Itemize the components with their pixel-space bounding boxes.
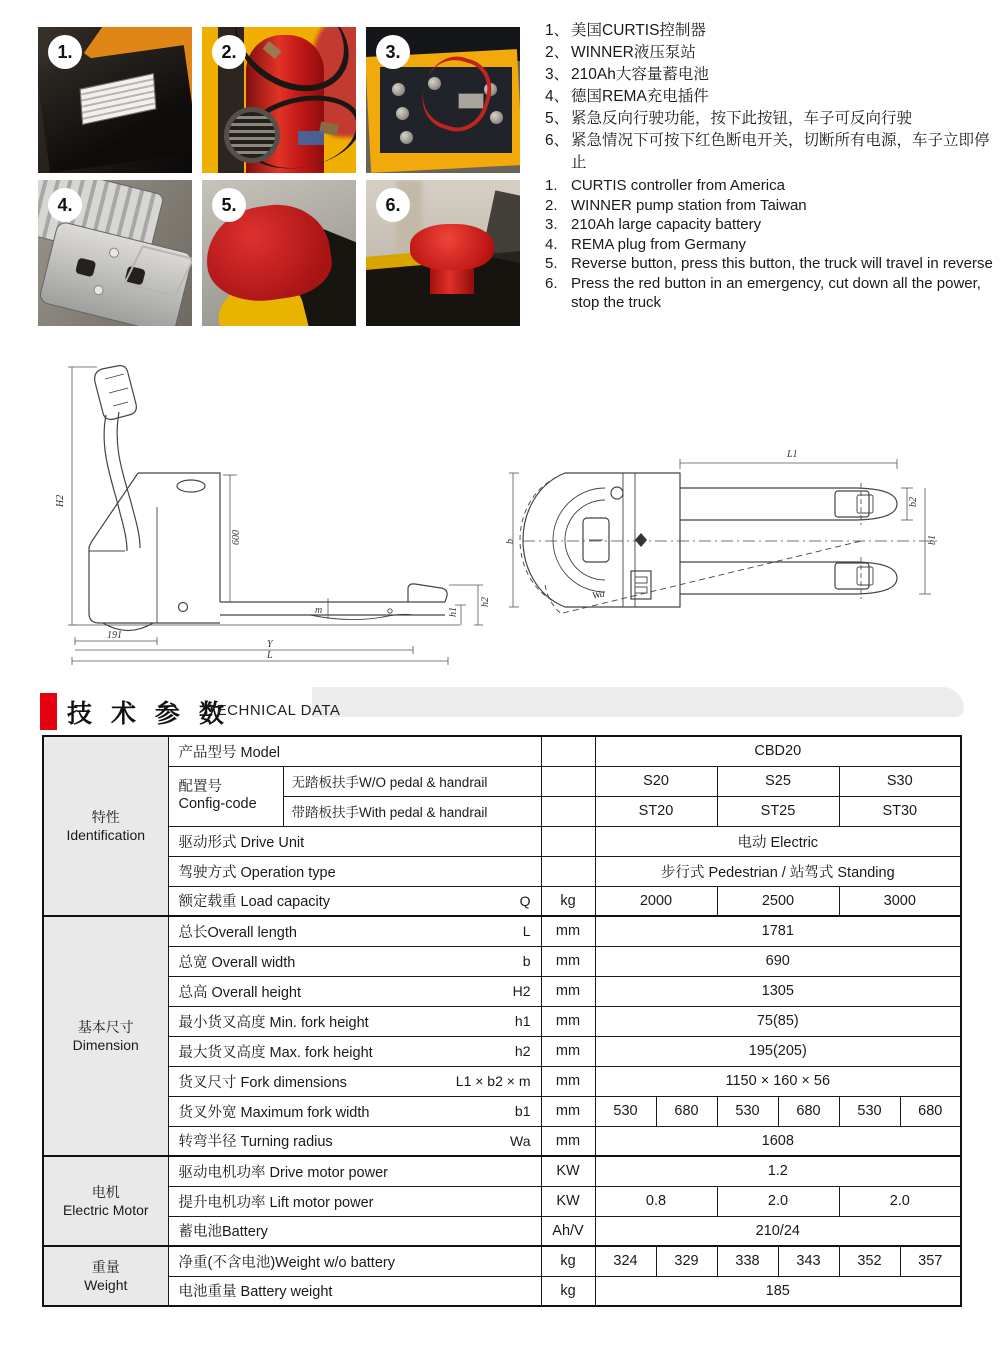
- item-number: 1、: [545, 22, 570, 39]
- horn-grille-shape: [224, 107, 280, 163]
- item-number: 6.: [545, 274, 558, 292]
- row-label-min-fork-height: 最小货叉高度 Min. fork height h1: [168, 1006, 541, 1036]
- top-view-drawing: [505, 415, 980, 670]
- value-fork-dimensions: 1150 × 160 × 56: [595, 1066, 961, 1096]
- row-label-fork-dimensions: 货叉尺寸 Fork dimensions L1 × b2 × m: [168, 1066, 541, 1096]
- plug-contact-hole: [75, 257, 96, 277]
- unit-cell: kg: [541, 1276, 595, 1306]
- photo-number-badge: 3.: [376, 35, 410, 69]
- value-fork-width-2: 680: [656, 1096, 717, 1126]
- dim-label: b1: [927, 535, 938, 545]
- value-overall-width: 690: [595, 946, 961, 976]
- photo-number-badge: 4.: [48, 188, 82, 222]
- row-label-drive-unit: 驱动形式 Drive Unit: [168, 826, 541, 856]
- value-config-with-1: ST20: [595, 796, 717, 826]
- value-config-wo-2: S25: [717, 766, 839, 796]
- unit-cell: [541, 766, 595, 796]
- item-number: 4、: [545, 88, 570, 105]
- group-label-en: Electric Motor: [62, 1202, 149, 1218]
- item-text: 210Ah大容量蓄电池: [571, 66, 709, 83]
- item-text: Press the red button in an emergency, cut down all the power, stop the truck: [571, 274, 981, 311]
- item-number: 6、: [545, 132, 570, 149]
- row-label-load-capacity: 额定载重 Load capacity Q: [168, 886, 541, 916]
- value-config-wo-1: S20: [595, 766, 717, 796]
- row-label-battery-weight: 电池重量 Battery weight: [168, 1276, 541, 1306]
- unit-cell: mm: [541, 1006, 595, 1036]
- value-drive-unit: 电动 Electric: [595, 826, 961, 856]
- item-text: 紧急情况下可按下红色断电开关，切断所有电源，车子立即停止: [571, 132, 990, 171]
- dim-label: b2: [908, 497, 919, 507]
- value-overall-height: 1305: [595, 976, 961, 1006]
- row-label-net-weight: 净重(不含电池)Weight w/o battery: [168, 1246, 541, 1276]
- item-number: 2、: [545, 44, 570, 61]
- section-title-cn: 技 术 参 数: [67, 700, 230, 728]
- battery-connector-shape: [458, 93, 484, 109]
- value-turning-radius: 1608: [595, 1126, 961, 1156]
- unit-cell: KW: [541, 1186, 595, 1216]
- value-config-with-3: ST30: [839, 796, 961, 826]
- photo-number-badge: 6.: [376, 188, 410, 222]
- row-label-overall-height: 总高 Overall height H2: [168, 976, 541, 1006]
- feature-item: [545, 42, 997, 64]
- value-fork-width-6: 680: [900, 1096, 961, 1126]
- item-number: 2.: [545, 196, 558, 214]
- dim-label: h1: [448, 607, 459, 617]
- group-label-en: Dimension: [72, 1037, 139, 1053]
- value-overall-length: 1781: [595, 916, 961, 946]
- item-number: 3.: [545, 216, 558, 233]
- value-fork-width-5: 530: [839, 1096, 900, 1126]
- unit-cell: kg: [541, 1246, 595, 1276]
- battery-cap-shape: [490, 111, 503, 124]
- feature-item: [545, 86, 997, 108]
- value-config-with-2: ST25: [717, 796, 839, 826]
- item-number: 5.: [545, 255, 558, 272]
- photo-reverse-button: [202, 180, 356, 326]
- value-operation-type: 步行式 Pedestrian / 站驾式 Standing: [595, 856, 961, 886]
- item-text: Reverse button, press this button, the truck will travel in reverse: [571, 255, 993, 272]
- dim-label: b: [505, 539, 516, 544]
- dim-label: 600: [231, 530, 242, 545]
- value-load-3: 3000: [839, 886, 961, 916]
- value-lift-power-2: 2.0: [717, 1186, 839, 1216]
- feature-item: [545, 274, 997, 313]
- dim-label: L1: [787, 449, 798, 460]
- header-accent-bar: [40, 693, 57, 730]
- group-label-en: Weight: [84, 1277, 128, 1293]
- group-label-cn: 电机: [91, 1183, 120, 1200]
- unit-cell: mm: [541, 1096, 595, 1126]
- item-number: 1.: [545, 177, 558, 194]
- unit-cell: [541, 856, 595, 886]
- value-model: CBD20: [595, 736, 961, 766]
- item-text: REMA plug from Germany: [571, 235, 747, 253]
- plug-screw: [92, 284, 104, 296]
- unit-cell: [541, 736, 595, 766]
- item-text: 紧急反向行驶功能，按下此按钮，车子可反向行驶: [571, 110, 913, 127]
- row-label-operation-type: 驾驶方式 Operation type: [168, 856, 541, 886]
- battery-cap-shape: [396, 107, 409, 120]
- photo-number-badge: 5.: [212, 188, 246, 222]
- group-label-cn: 重量: [91, 1258, 120, 1275]
- row-label-turning-radius: 转弯半径 Turning radius Wa: [168, 1126, 541, 1156]
- value-load-1: 2000: [595, 886, 717, 916]
- section-title-en: TECHNICAL DATA: [207, 702, 341, 719]
- technical-data-table: [42, 735, 962, 1307]
- unit-cell: mm: [541, 976, 595, 1006]
- item-text: WINNER液压泵站: [571, 44, 696, 61]
- item-number: 5、: [545, 110, 570, 127]
- value-net-weight-2: 329: [656, 1246, 717, 1276]
- group-label-cn: 基本尺寸: [77, 1018, 134, 1035]
- group-dimension: [43, 916, 168, 1156]
- feature-item: [545, 196, 997, 216]
- group-weight: [43, 1246, 168, 1306]
- section-header: [40, 686, 965, 734]
- row-label-overall-length: 总长Overall length L: [168, 916, 541, 946]
- unit-cell: Ah/V: [541, 1216, 595, 1246]
- photo-number-badge: 1.: [48, 35, 82, 69]
- feature-item: [545, 20, 997, 42]
- value-drive-motor-power: 1.2: [595, 1156, 961, 1186]
- dim-label: H2: [55, 494, 66, 507]
- feature-item: [545, 130, 997, 174]
- feature-item: [545, 108, 997, 130]
- row-label-config-code: 配置号 Config-code: [168, 766, 283, 826]
- unit-cell: KW: [541, 1156, 595, 1186]
- value-fork-width-3: 530: [717, 1096, 778, 1126]
- value-fork-width-1: 530: [595, 1096, 656, 1126]
- unit-cell: kg: [541, 886, 595, 916]
- row-label-config-with: 带踏板扶手With pedal & handrail: [283, 796, 541, 826]
- plug-screw: [108, 247, 120, 259]
- group-label-en: Identification: [66, 827, 146, 843]
- unit-cell: mm: [541, 916, 595, 946]
- row-label-model: 产品型号 Model: [168, 736, 541, 766]
- value-lift-power-3: 2.0: [839, 1186, 961, 1216]
- photo-curtis-controller: [38, 27, 192, 173]
- item-number: 3、: [545, 66, 570, 83]
- features-list-en: [545, 176, 997, 313]
- row-label-battery: 蓄电池Battery: [168, 1216, 541, 1246]
- photo-rema-plug: [38, 180, 192, 326]
- group-identification: [43, 736, 168, 916]
- feature-item: [545, 235, 997, 255]
- value-battery: 210/24: [595, 1216, 961, 1246]
- row-label-drive-motor-power: 驱动电机功率 Drive motor power: [168, 1156, 541, 1186]
- value-net-weight-5: 352: [839, 1246, 900, 1276]
- battery-cap-shape: [400, 131, 413, 144]
- photo-battery: [366, 27, 520, 173]
- sticker-shape: [298, 131, 324, 145]
- unit-cell: mm: [541, 1036, 595, 1066]
- value-net-weight-1: 324: [595, 1246, 656, 1276]
- dim-label: m: [315, 605, 323, 616]
- photo-pump-station: [202, 27, 356, 173]
- feature-item: [545, 254, 997, 274]
- feature-item: [545, 176, 997, 196]
- item-text: WINNER pump station from Taiwan: [571, 196, 807, 214]
- item-number: 4.: [545, 235, 558, 253]
- header-swoosh: [312, 687, 964, 717]
- feature-item: [545, 64, 997, 86]
- dim-label: Wa: [591, 588, 606, 602]
- value-max-fork-height: 195(205): [595, 1036, 961, 1066]
- value-lift-power-1: 0.8: [595, 1186, 717, 1216]
- group-electric-motor: [43, 1156, 168, 1246]
- row-label-config-wo: 无踏板扶手W/O pedal & handrail: [283, 766, 541, 796]
- row-label-overall-width: 总宽 Overall width b: [168, 946, 541, 976]
- photo-number-badge: 2.: [212, 35, 246, 69]
- unit-cell: [541, 826, 595, 856]
- photo-emergency-stop: [366, 180, 520, 326]
- item-text: 德国REMA充电插件: [571, 88, 709, 105]
- dim-label: Y: [267, 639, 273, 650]
- estop-cap-shape: [410, 224, 494, 270]
- value-load-2: 2500: [717, 886, 839, 916]
- unit-cell: [541, 796, 595, 826]
- value-net-weight-6: 357: [900, 1246, 961, 1276]
- item-text: 210Ah large capacity battery: [571, 216, 762, 233]
- value-net-weight-3: 338: [717, 1246, 778, 1276]
- value-fork-width-4: 680: [778, 1096, 839, 1126]
- dim-label: L: [267, 650, 273, 661]
- feature-item: [545, 215, 997, 235]
- dim-label: h2: [480, 597, 491, 607]
- unit-cell: mm: [541, 1126, 595, 1156]
- row-label-lift-motor-power: 提升电机功率 Lift motor power: [168, 1186, 541, 1216]
- side-view-drawing: [45, 355, 500, 667]
- value-config-wo-3: S30: [839, 766, 961, 796]
- value-net-weight-4: 343: [778, 1246, 839, 1276]
- item-text: 美国CURTIS控制器: [571, 22, 706, 39]
- row-label-max-fork-width: 货叉外宽 Maximum fork width b1: [168, 1096, 541, 1126]
- item-text: CURTIS controller from America: [571, 177, 785, 194]
- features-list-cn: [545, 20, 997, 174]
- value-min-fork-height: 75(85): [595, 1006, 961, 1036]
- battery-cap-shape: [392, 83, 405, 96]
- row-label-max-fork-height: 最大货叉高度 Max. fork height h2: [168, 1036, 541, 1066]
- unit-cell: mm: [541, 946, 595, 976]
- group-label-cn: 特性: [91, 808, 120, 825]
- dim-label: 191: [107, 630, 122, 641]
- unit-cell: mm: [541, 1066, 595, 1096]
- value-battery-weight: 185: [595, 1276, 961, 1306]
